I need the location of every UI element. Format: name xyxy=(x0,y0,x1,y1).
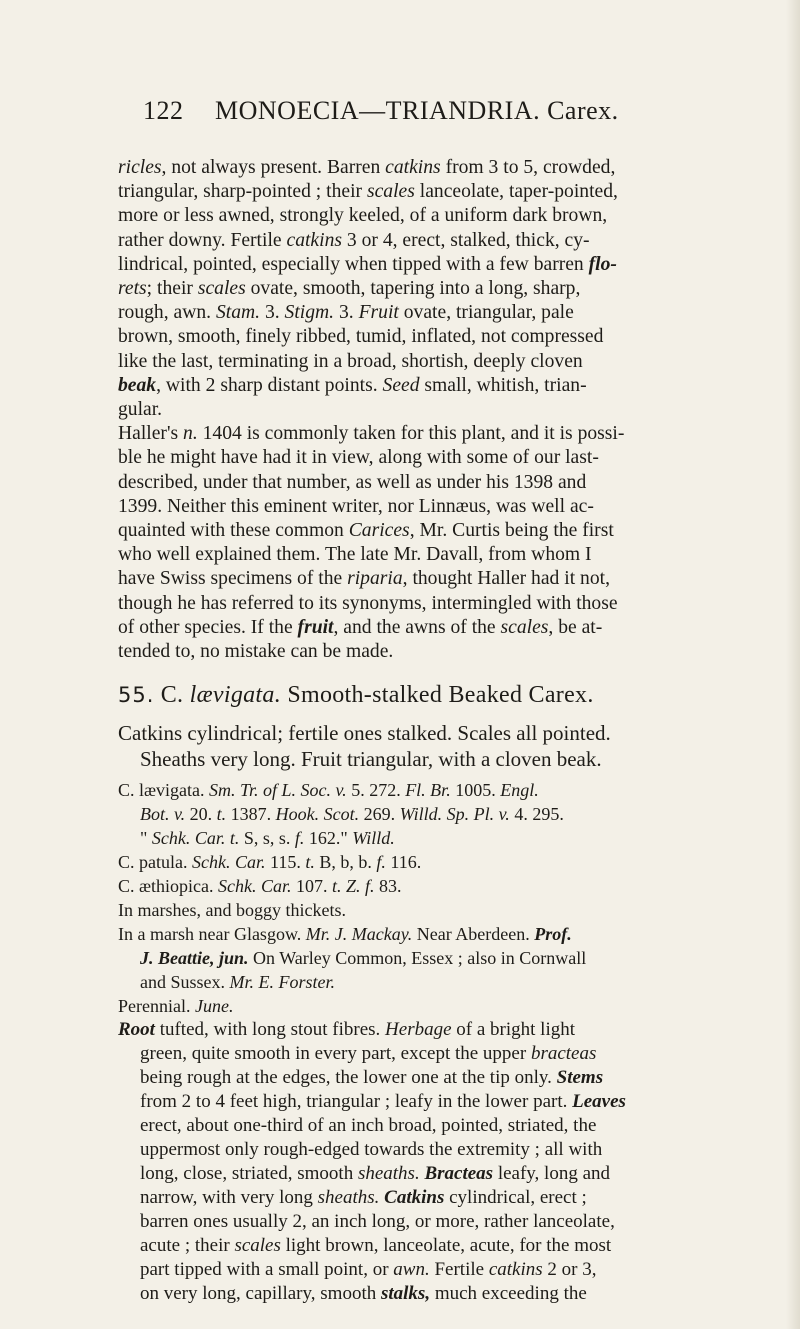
text-line xyxy=(118,970,738,994)
text-line xyxy=(118,156,738,180)
text-run: Bot. v. xyxy=(140,804,186,825)
text-run: though he has referred to its synonyms, intermingled with those xyxy=(118,592,618,614)
text-run: Schk. Car. xyxy=(192,852,266,873)
text-run: Fertile xyxy=(429,1259,489,1281)
text-run: Carices xyxy=(348,520,410,542)
text-run: from 3 to 5, crowded, xyxy=(440,157,616,178)
text-run: Stam. xyxy=(215,302,261,324)
text-line xyxy=(118,946,738,970)
text-run: Near Aberdeen. xyxy=(412,924,535,945)
text-run: on very long, capillary, smooth xyxy=(140,1283,381,1305)
text-line xyxy=(118,1162,738,1186)
text-run: green, quite smooth in every part, except the upper xyxy=(140,1043,531,1065)
text-run: 3. xyxy=(334,302,359,324)
text-line xyxy=(118,922,738,946)
text-run: Stems xyxy=(556,1067,604,1089)
text-run: described, under that number, as well as under his 1398 and xyxy=(118,471,587,493)
text-run: stalks, xyxy=(380,1283,431,1305)
text-run: Stigm. xyxy=(284,302,335,324)
text-line xyxy=(118,1090,738,1114)
text-run: lanceolate, taper-pointed, xyxy=(414,181,618,203)
text-line xyxy=(118,229,738,253)
text-line xyxy=(118,1258,738,1282)
text-run: Willd. Sp. Pl. v. xyxy=(399,804,510,825)
text-run: f. xyxy=(294,828,305,849)
text-run: long, close, striated, smooth xyxy=(140,1163,358,1185)
text-line xyxy=(118,277,738,301)
text-run: catkins xyxy=(385,157,441,178)
text-line xyxy=(118,802,738,826)
text-line xyxy=(118,301,738,325)
text-run: , be at- xyxy=(548,616,603,638)
text-run: 83. xyxy=(374,876,402,897)
page-edge-shadow xyxy=(786,0,800,1329)
text-run: catkins xyxy=(286,229,342,251)
text-run: 269. xyxy=(359,804,400,825)
text-run: Mr. J. Mackay. xyxy=(305,924,413,945)
text-run: t. Z. f. xyxy=(332,876,375,897)
text-run: 20. xyxy=(185,804,217,825)
text-run: bracteas xyxy=(530,1043,597,1065)
text-run: In marshes, and boggy thickets. xyxy=(118,900,346,921)
text-run: rets xyxy=(118,278,147,300)
text-run: Seed xyxy=(382,374,420,396)
text-run: t. xyxy=(216,804,227,825)
text-run: Herbage xyxy=(385,1019,452,1041)
text-run: J. Beattie, jun. xyxy=(140,948,249,969)
plant-description xyxy=(118,1018,738,1306)
text-run: 1387. xyxy=(226,804,276,825)
text-run: cylindrical, erect ; xyxy=(444,1187,587,1209)
text-line xyxy=(118,1186,738,1210)
species-common-name: Smooth-stalked Beaked Carex. xyxy=(287,682,594,709)
running-title: MONOECIA—TRIANDRIA. Carex. xyxy=(215,96,619,125)
text-run: quainted with these common xyxy=(118,520,349,542)
text-run: Willd. xyxy=(352,828,395,849)
text-line xyxy=(118,1066,738,1090)
species-diagnosis xyxy=(118,720,738,772)
text-run: fruit xyxy=(297,616,334,638)
text-run: brown, smooth, finely ribbed, tumid, inflated, not compressed xyxy=(118,326,604,348)
text-run: triangular, sharp-pointed ; their xyxy=(118,181,367,203)
text-run: Sm. Tr. of L. Soc. v. xyxy=(209,780,347,801)
text-run: awn. xyxy=(393,1259,430,1281)
text-run: In a marsh near Glasgow. xyxy=(118,924,306,945)
text-line xyxy=(118,616,738,640)
text-run: Bracteas xyxy=(424,1163,494,1185)
running-header xyxy=(143,96,703,136)
text-run: rather downy. Fertile xyxy=(118,229,287,251)
text-run: ; their xyxy=(146,278,198,300)
text-run: being rough at the edges, the lower one at the tip only. xyxy=(140,1067,557,1089)
text-run: 3. xyxy=(260,302,285,324)
text-run: , and the awns of the xyxy=(333,616,501,638)
text-run: " xyxy=(140,828,152,849)
text-run: and Sussex. xyxy=(140,972,230,993)
species-number: 55. xyxy=(118,683,155,708)
text-run: gular. xyxy=(118,399,163,421)
text-run: have Swiss specimens of the xyxy=(118,568,348,590)
text-run: light brown, lanceolate, acute, for the most xyxy=(280,1235,612,1257)
text-run: part tipped with a small point, or xyxy=(140,1259,394,1281)
text-run: barren ones usually 2, an inch long, or more, rather lanceolate, xyxy=(140,1211,615,1233)
text-run: scales xyxy=(366,181,415,203)
text-run: Perennial. xyxy=(118,996,195,1017)
text-line xyxy=(118,180,738,204)
text-run: Mr. E. Forster. xyxy=(229,972,336,993)
text-run: sheaths. xyxy=(357,1163,420,1185)
text-run: t. xyxy=(305,852,315,873)
text-run: , Mr. Curtis being the first xyxy=(409,520,614,542)
text-run: f. xyxy=(376,852,386,873)
text-line xyxy=(118,826,738,850)
text-run: 1404 is commonly taken for this plant, and it is possi- xyxy=(197,423,625,445)
text-run: more or less awned, strongly keeled, of a uniform dark brown, xyxy=(118,205,608,227)
text-run: Fl. Br. xyxy=(405,780,451,801)
text-run: flo- xyxy=(588,253,617,275)
text-run: ricles xyxy=(118,157,162,178)
text-line xyxy=(118,1282,738,1306)
synonymy xyxy=(118,778,738,898)
page-body xyxy=(118,156,738,1306)
text-line xyxy=(118,1234,738,1258)
text-line xyxy=(118,422,738,446)
text-run: Leaves xyxy=(572,1091,626,1113)
text-run: from 2 to 4 feet high, triangular ; leafy in the lower part. xyxy=(140,1091,573,1113)
text-run: 3 or 4, erect, stalked, thick, cy- xyxy=(342,229,590,251)
text-run: acute ; their xyxy=(140,1235,235,1257)
text-line xyxy=(118,1018,738,1042)
text-run: who well explained them. The late Mr. Davall, from whom I xyxy=(118,544,592,566)
text-line xyxy=(118,519,738,543)
species-heading xyxy=(118,680,738,710)
text-line xyxy=(118,874,738,898)
text-run: S, s, s. xyxy=(239,828,295,849)
text-run: 2 or 3, xyxy=(542,1259,597,1281)
text-run: rough, awn. xyxy=(118,302,216,324)
text-run: Catkins xyxy=(384,1187,445,1209)
haller-note xyxy=(118,422,738,664)
text-run: 107. xyxy=(291,876,332,897)
text-run: like the last, terminating in a broad, shortish, deeply cloven xyxy=(118,350,583,372)
text-run: riparia xyxy=(347,568,403,590)
text-run: Haller's xyxy=(118,423,184,445)
text-run: Sheaths very long. Fruit triangular, with a cloven beak. xyxy=(140,747,602,772)
text-run: 4. 295. xyxy=(509,804,564,825)
text-run: catkins xyxy=(488,1259,543,1281)
species-genus: C. xyxy=(160,682,184,709)
text-run: C. patula. xyxy=(118,852,192,873)
text-run: ovate, triangular, pale xyxy=(398,302,574,324)
text-run: beak xyxy=(118,374,157,396)
text-run: ovate, smooth, tapering into a long, sharp, xyxy=(245,278,581,300)
text-run: 1005. xyxy=(450,780,501,801)
text-run: C. lævigata. xyxy=(118,780,209,801)
text-run: n. xyxy=(183,423,198,445)
text-line xyxy=(118,1042,738,1066)
species-name: lævigata. xyxy=(189,682,282,709)
text-run: tended to, no mistake can be made. xyxy=(118,641,394,663)
text-run: much exceeding the xyxy=(430,1283,587,1305)
text-run: Schk. Car. xyxy=(218,876,292,897)
text-run: , thought Haller had it not, xyxy=(402,568,610,590)
text-run: small, whitish, trian- xyxy=(419,374,587,396)
text-run: Prof. xyxy=(534,924,572,945)
text-run: lindrical, pointed, especially when tipped with a few barren xyxy=(118,253,589,275)
text-run: 116. xyxy=(385,852,422,873)
page-number: 122 xyxy=(143,96,184,125)
text-run: 1399. Neither this eminent writer, nor Linnæus, was well ac- xyxy=(118,495,594,517)
text-run: C. æthiopica. xyxy=(118,876,218,897)
text-run: Fruit xyxy=(358,302,399,324)
text-run: tufted, with long stout fibres. xyxy=(154,1019,386,1041)
text-run: scales xyxy=(500,616,549,638)
text-line xyxy=(118,567,738,591)
text-run: 115. xyxy=(265,852,306,873)
text-run: 5. 272. xyxy=(346,780,406,801)
text-run: Root xyxy=(118,1019,155,1041)
text-run: Schk. Car. t. xyxy=(151,828,240,849)
text-run: , not always present. Barren xyxy=(161,157,386,178)
text-run: Engl. xyxy=(500,780,539,801)
text-run: scales xyxy=(197,278,246,300)
text-run: Catkins cylindrical; fertile ones stalked. Scales all pointed. xyxy=(118,721,611,746)
text-line xyxy=(118,253,738,277)
text-run: narrow, with very long xyxy=(140,1187,318,1209)
text-run: On Warley Common, Essex ; also in Cornwall xyxy=(248,948,587,969)
text-line xyxy=(118,850,738,874)
text-run: June. xyxy=(194,996,234,1017)
text-run: scales xyxy=(234,1235,281,1257)
text-run: sheaths. xyxy=(317,1187,380,1209)
text-run: uppermost only rough-edged towards the extremity ; all with xyxy=(140,1139,603,1161)
text-run: leafy, long and xyxy=(493,1163,611,1185)
text-run: Hook. Scot. xyxy=(275,804,360,825)
text-run: , with 2 sharp distant points. xyxy=(156,374,383,396)
text-run: of other species. If the xyxy=(118,616,298,638)
text-run: erect, about one-third of an inch broad, pointed, striated, the xyxy=(140,1115,597,1137)
text-run: 162." xyxy=(304,828,353,849)
text-line xyxy=(118,994,738,1018)
text-run: of a bright light xyxy=(451,1019,576,1041)
text-line xyxy=(118,374,738,398)
continued-description xyxy=(118,156,738,422)
text-run: B, b, b. xyxy=(314,852,377,873)
text-run: ble he might have had it in view, along with some of our last- xyxy=(118,447,599,469)
habitat xyxy=(118,898,738,1018)
text-line xyxy=(118,778,738,802)
